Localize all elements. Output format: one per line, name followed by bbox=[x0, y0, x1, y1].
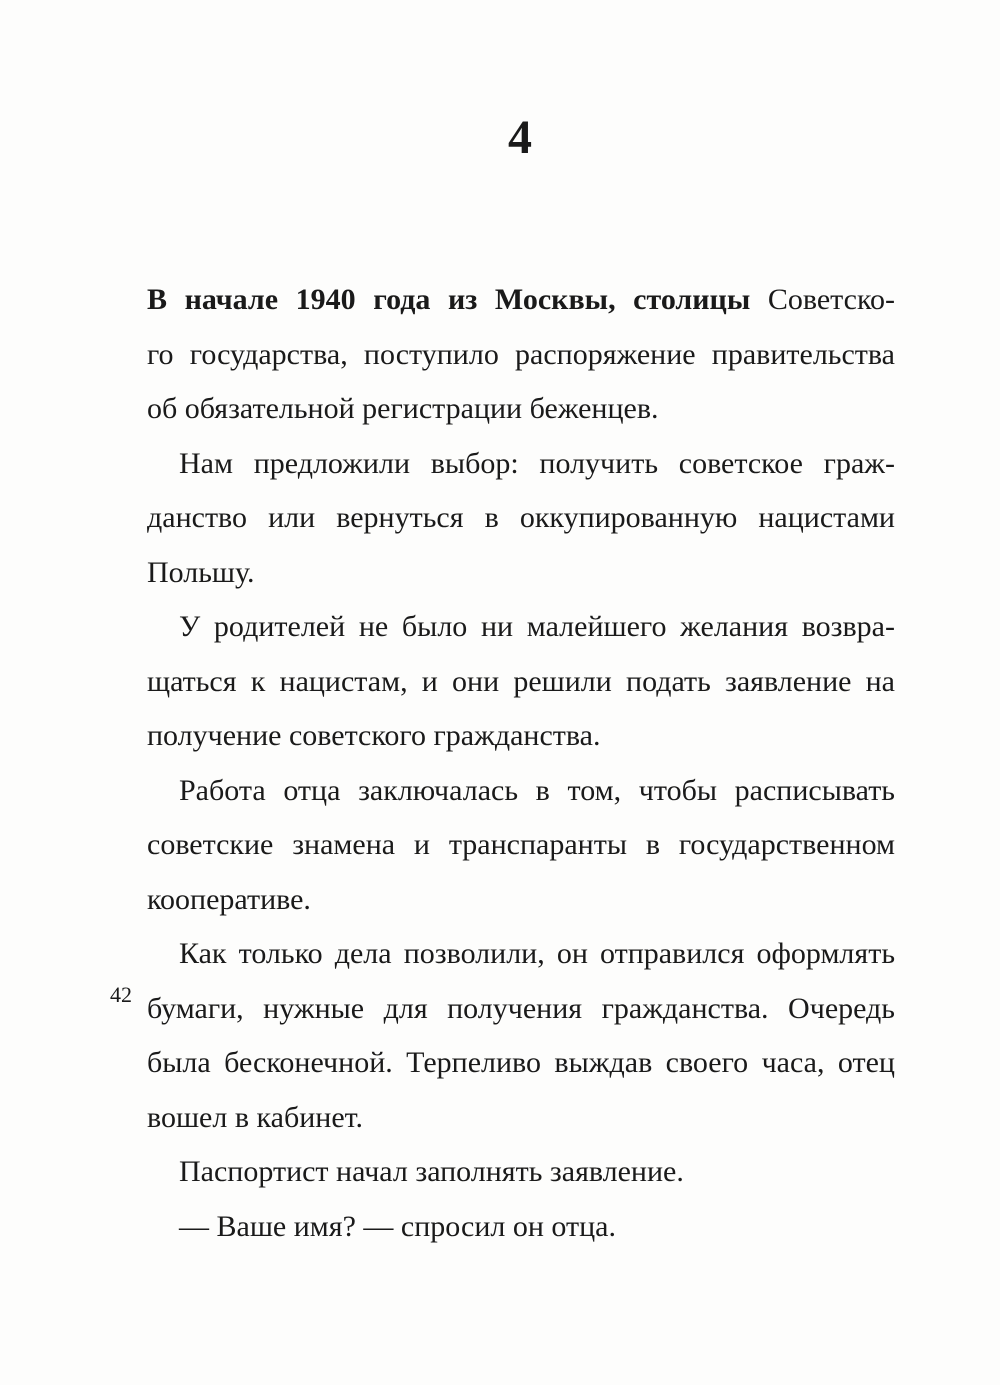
text-line: Паспортист начал заполнять заявление. bbox=[179, 1155, 684, 1188]
text-line: щаться к нацистам, и они решили подать заявление на bbox=[147, 664, 895, 698]
text-line: данство или вернуться в оккупированную нацистами bbox=[147, 501, 895, 534]
text-line: У родителей не было ни малейшего желания возвра- bbox=[179, 610, 895, 643]
text-line bbox=[147, 273, 895, 328]
text-line: Как только дела позволили, он отправился оформлять bbox=[179, 937, 895, 970]
line-text: Советско- bbox=[750, 283, 895, 316]
text-line: Работа отца заключалась в том, чтобы расписывать bbox=[179, 773, 895, 807]
body-text bbox=[147, 273, 895, 1254]
text-line: — Ваше имя? — спросил он отца. bbox=[179, 1209, 616, 1243]
text-line: Нам предложили выбор: получить советское граж- bbox=[179, 446, 895, 480]
text-line: кооперативе. bbox=[147, 882, 311, 916]
text-line: об обязательной регистрации беженцев. bbox=[147, 392, 659, 425]
chapter-number: 4 bbox=[508, 111, 532, 164]
text-line: го государства, поступило распоряжение правительства bbox=[147, 337, 895, 371]
page-number: 42 bbox=[110, 982, 132, 1007]
text-line: Польшу. bbox=[147, 555, 255, 589]
text-line: получение советского гражданства. bbox=[147, 719, 601, 752]
text-line: бумаги, нужные для получения гражданства. Очередь bbox=[147, 991, 895, 1025]
text-line: была бесконечной. Терпеливо выждав своего часа, отец bbox=[147, 1046, 895, 1079]
text-line: вошел в кабинет. bbox=[147, 1100, 363, 1134]
text-line: советские знамена и транспаранты в государственном bbox=[147, 828, 895, 861]
lead-in-text: В начале 1940 года из Москвы, столицы bbox=[147, 283, 751, 316]
